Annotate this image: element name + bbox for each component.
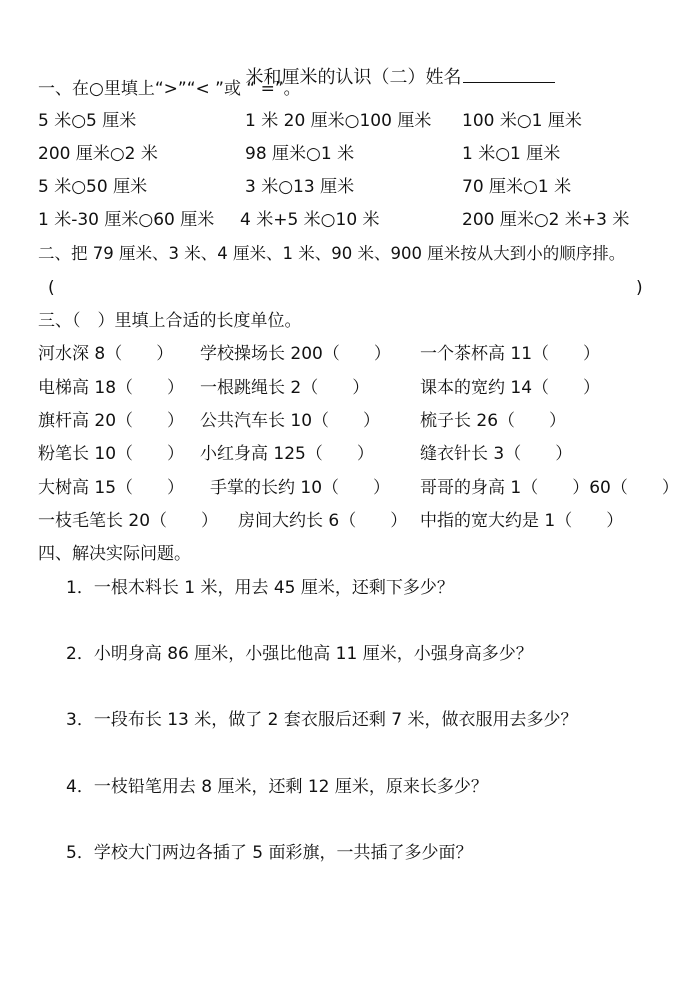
answer-paren-open: ( [48, 278, 55, 298]
compare-item: 4 米+5 米○10 米 [240, 210, 380, 230]
word-problem: 5．学校大门两边各插了 5 面彩旗，一共插了多少面？ [66, 843, 473, 863]
word-problem: 1．一根木料长 1 米，用去 45 厘米，还剩下多少？ [66, 578, 454, 598]
compare-item: 1 米 20 厘米○100 厘米 [245, 111, 432, 131]
word-problem: 3．一段布长 13 米，做了 2 套衣服后还剩 7 米，做衣服用去多少？ [66, 710, 578, 730]
section-2-heading: 二、把 79 厘米、3 米、4 厘米、1 米、90 米、900 厘米按从大到小的顺序排。 [38, 244, 626, 263]
section-4-heading: 四、解决实际问题。 [38, 544, 191, 564]
unit-item: 一个茶杯高 11（ ） [420, 344, 601, 364]
unit-item: 一枝毛笔长 20（ ） [38, 511, 219, 531]
unit-item: 房间大约长 6（ ） [238, 511, 408, 531]
unit-item: 哥哥的身高 1（ ）60（ ） [420, 478, 679, 498]
unit-item: 一根跳绳长 2（ ） [200, 378, 370, 398]
word-problem: 2．小明身高 86 厘米，小强比他高 11 厘米，小强身高多少？ [66, 644, 533, 664]
unit-item: 梳子长 26（ ） [420, 411, 567, 431]
unit-item: 学校操场长 200（ ） [200, 344, 391, 364]
unit-item: 河水深 8（ ） [38, 344, 174, 364]
compare-item: 1 米-30 厘米○60 厘米 [38, 210, 215, 230]
unit-item: 缝衣针长 3（ ） [420, 444, 573, 464]
unit-item: 大树高 15（ ） [38, 478, 185, 498]
unit-item: 电梯高 18（ ） [38, 378, 185, 398]
compare-item: 100 米○1 厘米 [462, 111, 582, 131]
title-text: 米和厘米的认识（二）姓名 [245, 67, 462, 88]
compare-item: 1 米○1 厘米 [462, 144, 561, 164]
unit-item: 中指的宽大约是 1（ ） [420, 511, 624, 531]
compare-item: 200 厘米○2 米+3 米 [462, 210, 630, 230]
compare-item: 200 厘米○2 米 [38, 144, 158, 164]
unit-item: 公共汽车长 10（ ） [200, 411, 381, 431]
compare-item: 98 厘米○1 米 [245, 144, 355, 164]
unit-item: 课本的宽约 14（ ） [420, 378, 601, 398]
word-problem: 4．一枝铅笔用去 8 厘米，还剩 12 厘米，原来长多少？ [66, 777, 488, 797]
answer-paren-close: ) [636, 278, 643, 298]
unit-item: 旗杆高 20（ ） [38, 411, 185, 431]
compare-item: 5 米○50 厘米 [38, 177, 148, 197]
unit-item: 小红身高 125（ ） [200, 444, 374, 464]
compare-item: 3 米○13 厘米 [245, 177, 355, 197]
section-1-heading: 一、在○里填上“>”“< ”或 “ =”。 [38, 79, 301, 99]
name-blank-field[interactable] [463, 66, 555, 83]
unit-item: 手掌的长约 10（ ） [210, 478, 391, 498]
compare-item: 70 厘米○1 米 [462, 177, 572, 197]
section-3-heading: 三、（ ）里填上合适的长度单位。 [38, 311, 302, 331]
unit-item: 粉笔长 10（ ） [38, 444, 185, 464]
compare-item: 5 米○5 厘米 [38, 111, 137, 131]
